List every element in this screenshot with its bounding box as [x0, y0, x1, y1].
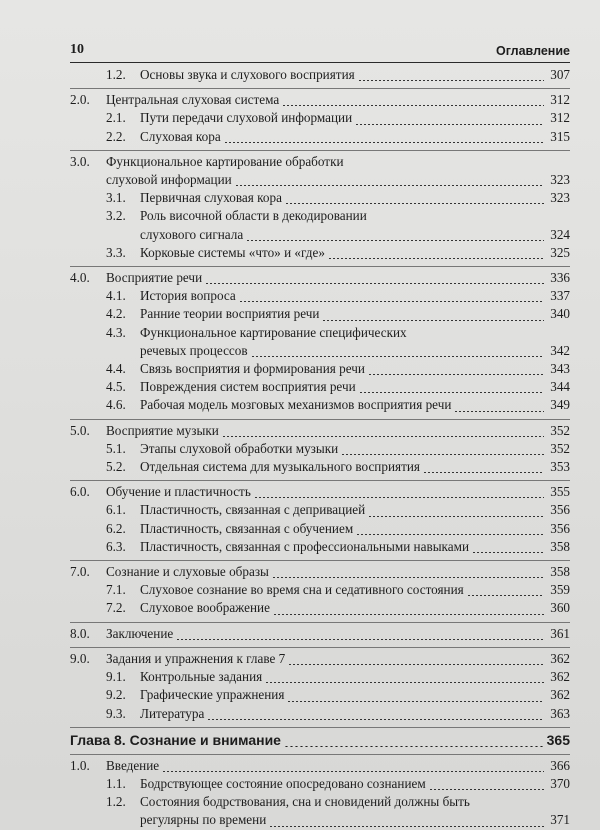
toc-entry-title: История вопроса: [140, 288, 236, 304]
toc-entry[interactable]: [70, 189, 570, 207]
toc-entry-number: 4.2.: [106, 306, 126, 322]
toc-entry-number: 9.0.: [70, 650, 90, 666]
section-divider: [70, 419, 570, 420]
toc-entry-number: 6.2.: [106, 520, 126, 536]
section-divider: [70, 480, 570, 481]
toc-entry-title: Повреждения систем восприятия речи: [140, 379, 356, 395]
leader-dots: [176, 639, 544, 640]
toc-page-number: 343: [550, 361, 570, 377]
toc-entry-title: Функциональное картирование специфических: [140, 324, 407, 340]
toc-entry-title: Пластичность, связанная с депривацией: [140, 502, 366, 518]
toc-entry-title: Отдельная система для музыкального восприятия: [140, 459, 420, 475]
toc-entry-title: Слуховое сознание во время сна и седативного состояния: [140, 582, 464, 598]
toc-page-number: 352: [550, 440, 570, 456]
toc-entry-number: 4.0.: [70, 270, 90, 286]
toc-page-number: 337: [550, 288, 570, 304]
toc-entry-number: 5.1.: [106, 440, 126, 456]
toc-entry-title: Введение: [106, 757, 160, 773]
toc-entry[interactable]: [70, 483, 570, 501]
toc-entry[interactable]: [70, 305, 570, 323]
toc-entry-number: 4.4.: [106, 361, 126, 377]
leader-dots: [454, 411, 544, 412]
toc-entry-number: 1.0.: [70, 757, 90, 773]
toc-page-number: 323: [550, 172, 570, 188]
toc-entry-title: Функциональное картирование обработки: [106, 153, 344, 169]
toc-page-number: 362: [550, 687, 570, 703]
toc-entry-title: Роль височной области в декодировании: [140, 208, 367, 224]
toc-entry[interactable]: [70, 686, 570, 704]
toc-entry-number: 2.2.: [106, 128, 126, 144]
toc-entry-title: Бодрствующее состояние опосредовано сознанием: [140, 775, 426, 791]
toc-entry-number: 9.2.: [106, 687, 126, 703]
toc-entry-title: Графические упражнения: [140, 687, 285, 703]
leader-dots: [328, 258, 544, 259]
leader-dots: [355, 124, 544, 125]
toc-entry[interactable]: [70, 563, 570, 581]
toc-entry-title: Сознание и слуховые образы: [106, 564, 269, 580]
toc-entry[interactable]: [70, 422, 570, 440]
leader-dots: [235, 185, 544, 186]
leader-dots: [251, 356, 544, 357]
toc-page-number: 355: [550, 484, 570, 500]
toc-entry-number: 3.1.: [106, 190, 126, 206]
toc-entry-number: 7.2.: [106, 600, 126, 616]
toc-entry-number: 5.0.: [70, 422, 90, 438]
toc-entry[interactable]: [70, 91, 570, 109]
leader-dots: [269, 826, 544, 827]
leader-dots: [356, 534, 544, 535]
leader-dots: [272, 577, 544, 578]
toc-entry-title: Восприятие музыки: [106, 422, 219, 438]
toc-entry-title: Обучение и пластичность: [106, 484, 251, 500]
toc-entry-number: 2.0.: [70, 92, 90, 108]
toc-page-number: 344: [550, 379, 570, 395]
toc-page-number: 370: [550, 775, 570, 791]
toc-entry-title: Восприятие речи: [106, 270, 203, 286]
toc-entry[interactable]: [70, 757, 570, 775]
toc-page-number: 362: [550, 650, 570, 666]
leader-dots: [207, 719, 544, 720]
toc-entry-title: Пути передачи слуховой информации: [140, 110, 353, 126]
toc-entry-title: Основы звука и слухового восприятия: [140, 67, 355, 82]
leader-dots: [224, 142, 544, 143]
toc-entry[interactable]: [70, 599, 570, 617]
toc-page-number: 363: [550, 705, 570, 721]
toc-entry-title: Контрольные задания: [140, 669, 263, 685]
toc-entry[interactable]: [70, 625, 570, 643]
toc-entry[interactable]: [70, 520, 570, 538]
toc-entry-number: 4.1.: [106, 288, 126, 304]
toc-entry-title: Пластичность, связанная с профессиональными навыками: [140, 538, 470, 554]
section-divider: [70, 727, 570, 728]
toc-page-number: 358: [550, 564, 570, 580]
leader-dots: [322, 320, 544, 321]
section-divider: [70, 266, 570, 267]
toc-page-number: 362: [550, 669, 570, 685]
toc-entry-number: 3.3.: [106, 244, 126, 260]
page-number: 10: [70, 42, 84, 57]
leader-dots: [368, 374, 544, 375]
toc-page-number: 356: [550, 502, 570, 518]
toc-entry-title: Первичная слуховая кора: [140, 190, 282, 206]
toc-entry-title: Пластичность, связанная с обучением: [140, 520, 354, 536]
leader-dots: [246, 240, 544, 241]
toc-page-number: 358: [550, 538, 570, 554]
toc-page-number: 365: [546, 731, 570, 748]
toc-page-number: 361: [550, 625, 570, 641]
leader-dots: [288, 664, 544, 665]
toc-entry[interactable]: [70, 360, 570, 378]
section-divider: [70, 150, 570, 151]
toc-entry[interactable]: [70, 396, 570, 414]
toc-entry[interactable]: [70, 153, 570, 189]
leader-dots: [341, 454, 544, 455]
leader-dots: [359, 392, 544, 393]
toc-entry[interactable]: [70, 109, 570, 127]
toc-entry-number: 9.3.: [106, 705, 126, 721]
toc-entry-title: регулярны по времени: [140, 812, 267, 828]
running-title: Оглавление: [496, 44, 570, 58]
toc-entry[interactable]: [70, 287, 570, 305]
leader-dots: [222, 436, 544, 437]
toc-entry-number: 4.6.: [106, 397, 126, 413]
leader-dots: [368, 516, 544, 517]
toc-entry-number: 7.0.: [70, 564, 90, 580]
toc-entry-title: Рабочая модель мозговых механизмов восприятия речи: [140, 397, 452, 413]
toc-entry-title: Корковые системы «что» и «где»: [140, 244, 325, 260]
toc-entry-number: 4.3.: [106, 324, 126, 340]
toc-entry-title: речевых процессов: [140, 342, 248, 358]
toc-entry-title: Глава 8. Сознание и внимание: [70, 731, 281, 748]
leader-dots: [273, 614, 544, 615]
toc-page-number: 312: [550, 92, 570, 108]
toc-entry[interactable]: [70, 501, 570, 519]
toc-entry-number: 1.2.: [106, 67, 126, 82]
toc-entry-title: Слуховая кора: [140, 128, 221, 144]
leader-dots: [358, 80, 544, 81]
toc-entry[interactable]: [70, 207, 570, 243]
leader-dots: [265, 682, 544, 683]
toc-entry-title: слуховой информации: [106, 172, 232, 188]
toc-entry[interactable]: [70, 128, 570, 146]
toc-entry-title: Заключение: [106, 625, 174, 641]
leader-dots: [254, 497, 544, 498]
toc-entry[interactable]: [70, 538, 570, 556]
section-divider: [70, 622, 570, 623]
toc-entry-number: 1.1.: [106, 775, 126, 791]
toc-entry[interactable]: [70, 269, 570, 287]
leader-dots: [429, 789, 544, 790]
toc-entry[interactable]: [70, 440, 570, 458]
leader-dots: [162, 771, 544, 772]
toc-entry-number: 8.0.: [70, 625, 90, 641]
leader-dots: [284, 746, 544, 747]
toc-entry[interactable]: [70, 775, 570, 793]
toc-entry-title: Слуховое воображение: [140, 600, 270, 616]
toc-entry[interactable]: [70, 378, 570, 396]
toc-page-number: 340: [550, 306, 570, 322]
section-divider: [70, 647, 570, 648]
toc-page-number: 325: [550, 244, 570, 260]
toc-page-number: 349: [550, 397, 570, 413]
toc-entry-number: 6.3.: [106, 538, 126, 554]
toc-entry-title: Связь восприятия и формирования речи: [140, 361, 365, 377]
section-divider: [70, 88, 570, 89]
toc-entry[interactable]: [70, 244, 570, 262]
toc-page-number: 353: [550, 459, 570, 475]
leader-dots: [239, 301, 544, 302]
toc-entry-number: 4.5.: [106, 379, 126, 395]
toc-entry[interactable]: [70, 458, 570, 476]
toc-page-number: 324: [550, 226, 570, 242]
toc-entry-number: 3.2.: [106, 208, 126, 224]
toc-entry[interactable]: [70, 581, 570, 599]
toc-page-number: 359: [550, 582, 570, 598]
toc-entry-number: 6.1.: [106, 502, 126, 518]
section-divider: [70, 754, 570, 755]
toc-entry[interactable]: [70, 705, 570, 723]
toc-entry-number: 3.0.: [70, 153, 90, 169]
leader-dots: [285, 203, 544, 204]
leader-dots: [282, 105, 544, 106]
toc-entry-title: Ранние теории восприятия речи: [140, 306, 320, 322]
toc-entry[interactable]: [70, 66, 570, 84]
section-divider: [70, 560, 570, 561]
toc-entry-number: 5.2.: [106, 459, 126, 475]
toc-entry[interactable]: [70, 793, 570, 829]
toc-entry-number: 9.1.: [106, 669, 126, 685]
toc-page-number: 366: [550, 757, 570, 773]
toc-page-number: 342: [550, 342, 570, 358]
toc-entry[interactable]: [70, 730, 570, 750]
toc-page-number: 352: [550, 422, 570, 438]
toc-entry-title: Состояния бодрствования, сна и сновидений должны быть: [140, 794, 470, 810]
toc-entry[interactable]: [70, 650, 570, 668]
toc-entry-title: Литература: [140, 705, 205, 721]
toc-entry-title: Задания и упражнения к главе 7: [106, 650, 286, 666]
leader-dots: [287, 701, 544, 702]
toc-page-number: 360: [550, 600, 570, 616]
leader-dots: [467, 595, 544, 596]
toc-page-number: 336: [550, 270, 570, 286]
toc-entry-title: слухового сигнала: [140, 226, 244, 242]
toc-entry-title: Центральная слуховая система: [106, 92, 280, 108]
toc-entry-title: Этапы слуховой обработки музыки: [140, 440, 339, 456]
leader-dots: [205, 283, 544, 284]
toc-page-number: 371: [550, 812, 570, 828]
toc-page-number: 312: [550, 110, 570, 126]
leader-dots: [472, 552, 544, 553]
toc-entry[interactable]: [70, 668, 570, 686]
page-header: [70, 38, 570, 63]
toc-entry-number: 7.1.: [106, 582, 126, 598]
toc-entry-number: 6.0.: [70, 484, 90, 500]
toc-page-number: 315: [550, 128, 570, 144]
table-of-contents: [70, 66, 570, 830]
leader-dots: [423, 472, 544, 473]
toc-page-number: 307: [550, 67, 570, 82]
toc-entry-number: 1.2.: [106, 794, 126, 810]
toc-page-number: 323: [550, 190, 570, 206]
toc-entry[interactable]: [70, 324, 570, 360]
toc-page-number: 356: [550, 520, 570, 536]
toc-entry-number: 2.1.: [106, 110, 126, 126]
